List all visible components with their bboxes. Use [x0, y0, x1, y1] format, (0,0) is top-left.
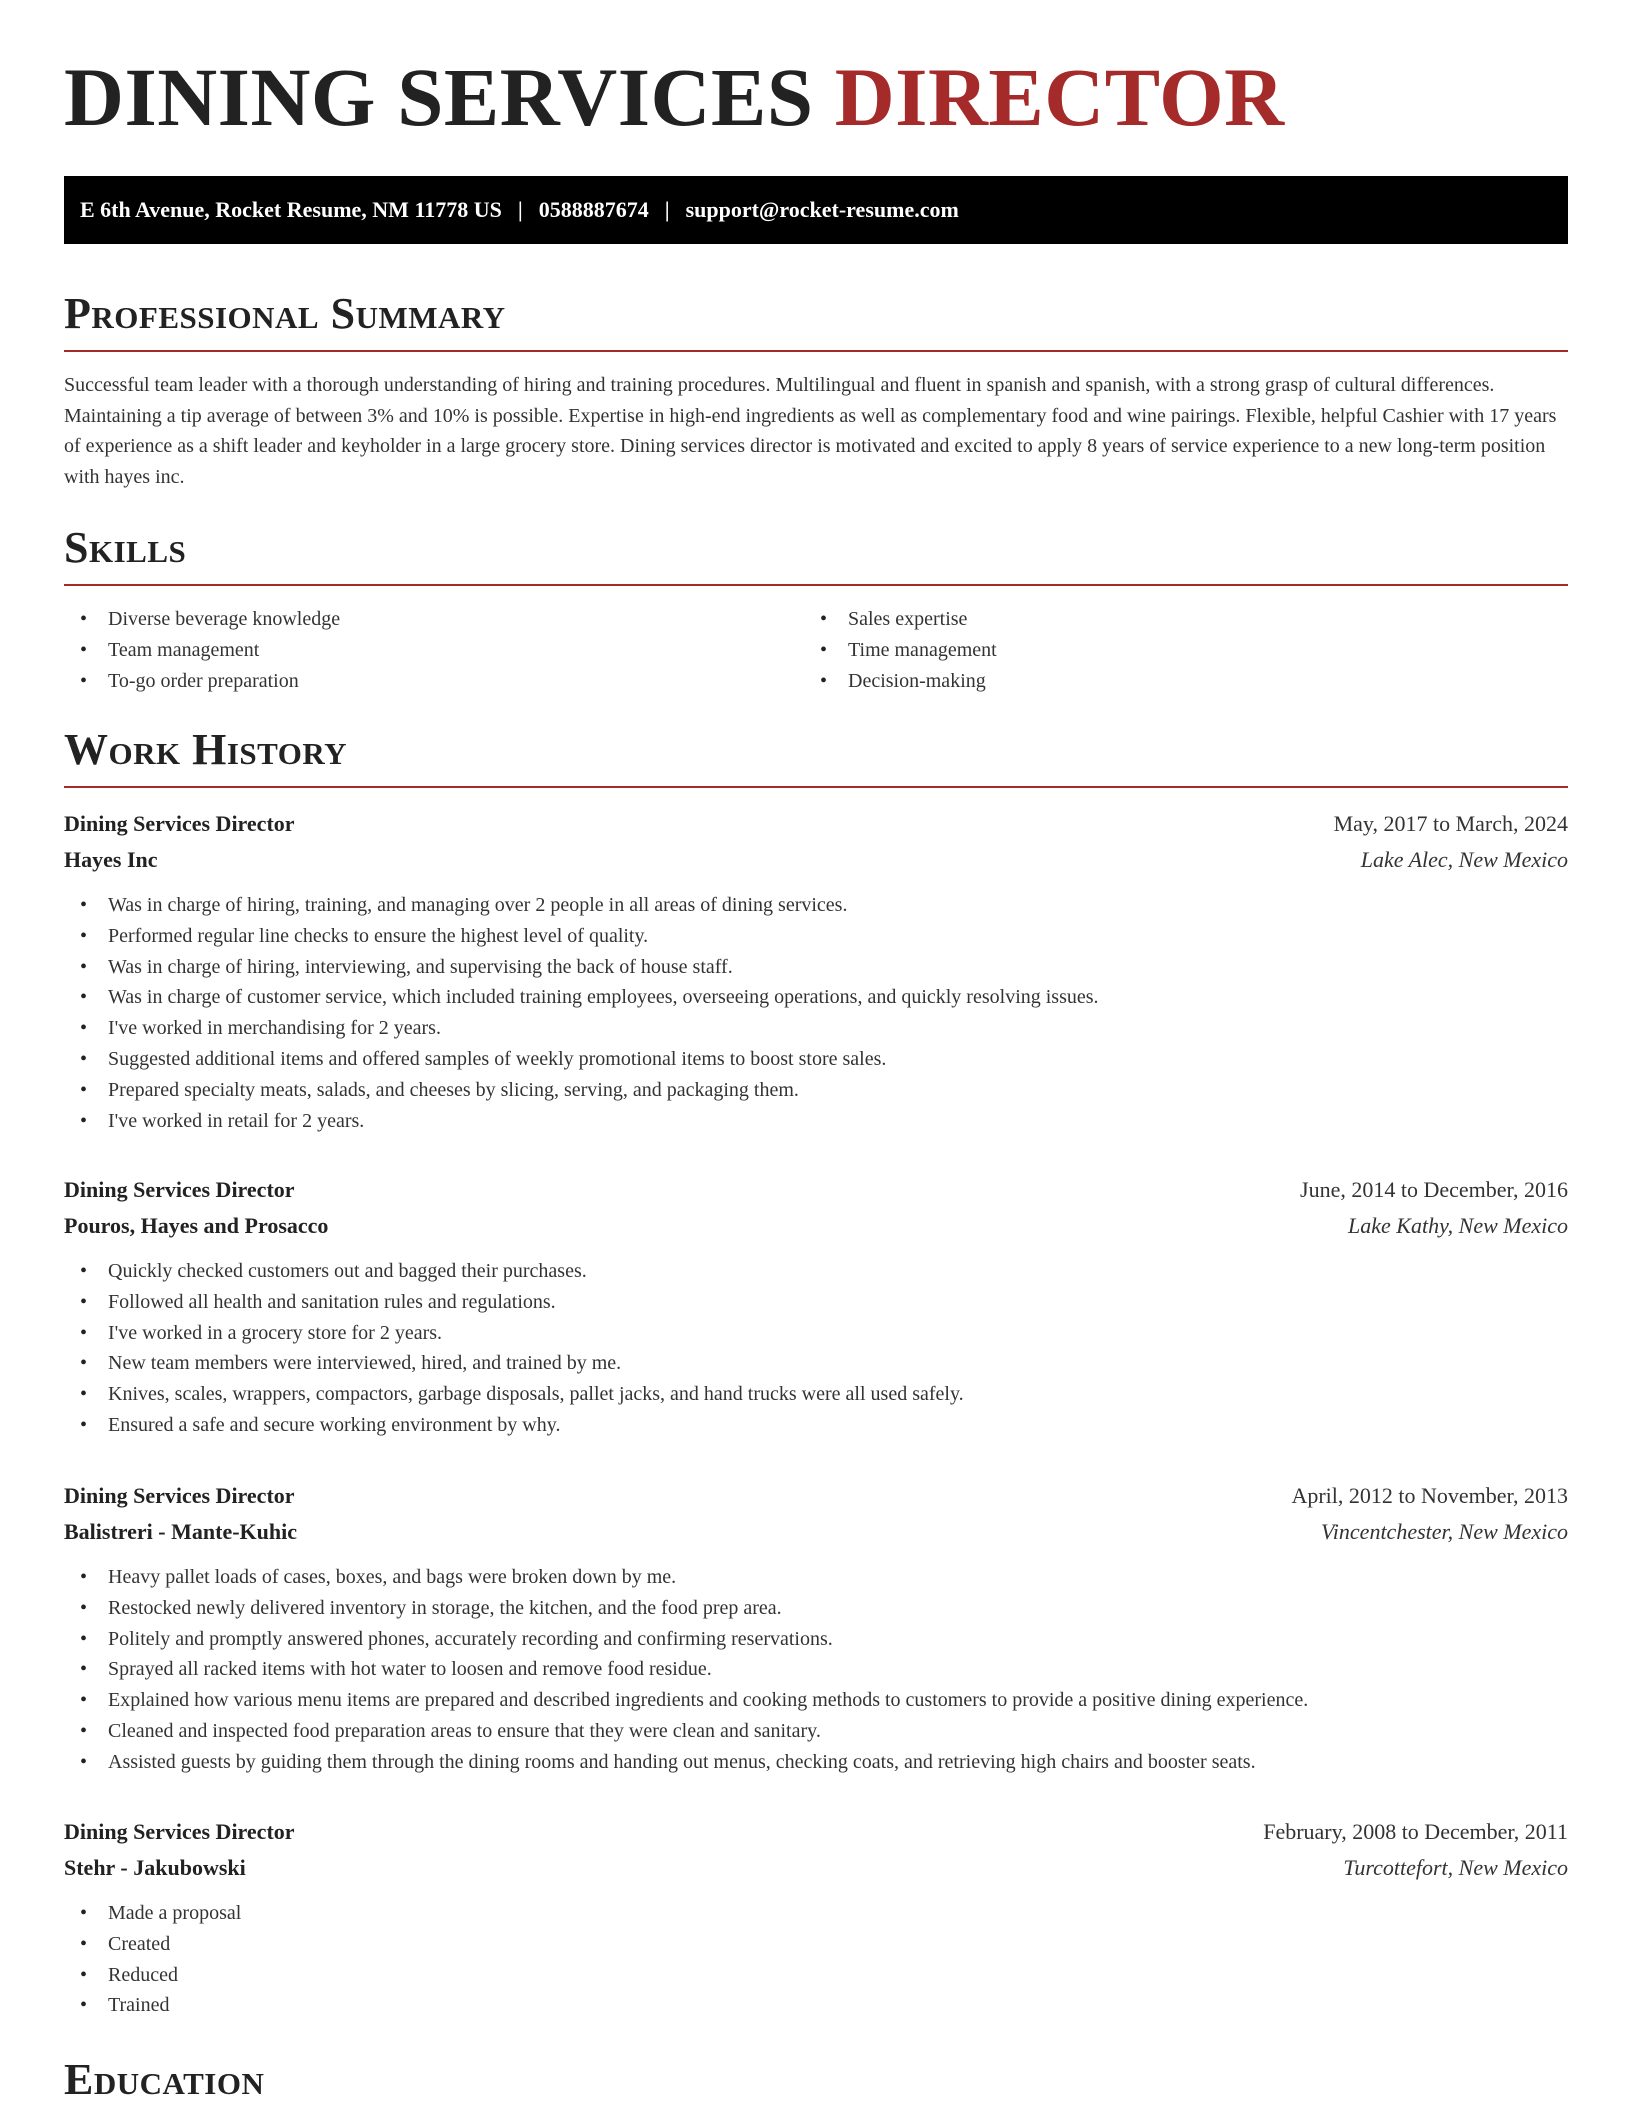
job-duty: • Performed regular line checks to ensure the highest level of quality. [64, 921, 1568, 952]
job-company: Balistreri - Mante-Kuhic [64, 1519, 297, 1544]
contact-phone: 0588887674 [538, 197, 649, 222]
section-divider [64, 584, 1568, 586]
skill-item: • Decision-making [804, 666, 1544, 697]
job-entry [64, 1172, 1568, 1441]
section-title-work-history: Work History [64, 725, 348, 774]
skill-item: • Diverse beverage knowledge [64, 604, 804, 635]
contact-separator: | [517, 197, 523, 222]
job-company: Stehr - Jakubowski [64, 1855, 246, 1880]
job-duty: • Politely and promptly answered phones, accurately recording and confirming reservations. [64, 1624, 1568, 1655]
job-company: Hayes Inc [64, 847, 158, 872]
section-title-education: Education [64, 2055, 265, 2104]
job-duty: • Quickly checked customers out and bagged their purchases. [64, 1256, 1568, 1287]
job-duty: • Followed all health and sanitation rules and regulations. [64, 1287, 1568, 1318]
job-duty: • Restocked newly delivered inventory in storage, the kitchen, and the food prep area. [64, 1593, 1568, 1624]
summary-text: Successful team leader with a thorough understanding of hiring and training procedures. Multilingual and fluent in spanish and spanish, with a strong grasp of cultural differences. Maintaining a tip average of between 3% and 10% is possible. Expertise in high-end ingredients as well as complementary food and wine pairings. Flexible, helpful Cashier with 17 years of experience as a shift leader and keyholder in a large grocery store. Dining services director is motivated and excited to apply 8 years of service experience to a new long-term position with hayes inc. [64, 374, 1557, 488]
job-dates: April, 2012 to November, 2013 [1291, 1483, 1568, 1508]
job-duty: • Was in charge of customer service, which included training employees, overseeing operations, and quickly resolving issues. [64, 982, 1568, 1013]
job-title: Dining Services Director [64, 1819, 295, 1844]
job-duty: • Knives, scales, wrappers, compactors, garbage disposals, pallet jacks, and hand trucks were all used safely. [64, 1379, 1568, 1410]
job-duty: • I've worked in a grocery store for 2 years. [64, 1318, 1568, 1349]
job-title: Dining Services Director [64, 811, 295, 836]
job-dates: June, 2014 to December, 2016 [1300, 1177, 1568, 1202]
skill-item: • Sales expertise [804, 604, 1544, 635]
job-duties-list [64, 1256, 1568, 1441]
job-duty: • Sprayed all racked items with hot water to loosen and remove food residue. [64, 1654, 1568, 1685]
skills-list [64, 604, 1568, 696]
name-first: DINING SERVICES [64, 51, 814, 143]
skill-item: • Time management [804, 635, 1544, 666]
job-entry [64, 806, 1568, 1136]
section-title-summary: Professional Summary [64, 289, 506, 338]
job-duties-list [64, 1562, 1568, 1778]
job-dates: February, 2008 to December, 2011 [1263, 1819, 1568, 1844]
job-duty: • Cleaned and inspected food preparation areas to ensure that they were clean and sanitary. [64, 1716, 1568, 1747]
name-last: DIRECTOR [834, 51, 1285, 143]
job-location: Vincentchester, New Mexico [1321, 1519, 1568, 1544]
section-title-skills: Skills [64, 523, 187, 572]
job-duty: • Was in charge of hiring, interviewing, and supervising the back of house staff. [64, 952, 1568, 983]
job-location: Turcottefort, New Mexico [1343, 1855, 1568, 1880]
job-title: Dining Services Director [64, 1483, 295, 1508]
contact-email: support@rocket-resume.com [685, 197, 959, 222]
contact-address: E 6th Avenue, Rocket Resume, NM 11778 US [80, 197, 502, 222]
contact-bar [64, 176, 1568, 244]
resume-name-heading [64, 51, 1285, 143]
section-divider [64, 350, 1568, 352]
job-duty: • Reduced [64, 1960, 1568, 1991]
job-dates: May, 2017 to March, 2024 [1333, 811, 1568, 836]
job-location: Lake Kathy, New Mexico [1348, 1213, 1568, 1238]
job-duty: • New team members were interviewed, hired, and trained by me. [64, 1348, 1568, 1379]
skills-column-right [804, 604, 1544, 696]
job-duty: • Ensured a safe and secure working environment by why. [64, 1410, 1568, 1441]
job-duties-list [64, 1898, 1568, 2021]
job-entry [64, 1814, 1568, 2021]
job-duty: • Suggested additional items and offered samples of weekly promotional items to boost store sales. [64, 1044, 1568, 1075]
job-location: Lake Alec, New Mexico [1360, 847, 1568, 872]
skill-item: • Team management [64, 635, 804, 666]
job-duty: • Created [64, 1929, 1568, 1960]
job-duty: • Trained [64, 1990, 1568, 2021]
job-duty: • Prepared specialty meats, salads, and cheeses by slicing, serving, and packaging them. [64, 1075, 1568, 1106]
contact-separator: | [664, 197, 670, 222]
job-company: Pouros, Hayes and Prosacco [64, 1213, 329, 1238]
job-duty: • Assisted guests by guiding them through the dining rooms and handing out menus, checking coats, and retrieving high chairs and booster seats. [64, 1747, 1568, 1778]
job-duty: • Explained how various menu items are prepared and described ingredients and cooking methods to customers to provide a positive dining experience. [64, 1685, 1568, 1716]
job-entry [64, 1478, 1568, 1778]
job-duty: • I've worked in merchandising for 2 years. [64, 1013, 1568, 1044]
skills-column-left [64, 604, 804, 696]
job-duties-list [64, 890, 1568, 1136]
section-divider [64, 786, 1568, 788]
job-duty: • Made a proposal [64, 1898, 1568, 1929]
job-title: Dining Services Director [64, 1177, 295, 1202]
job-duty: • Heavy pallet loads of cases, boxes, and bags were broken down by me. [64, 1562, 1568, 1593]
job-duty: • Was in charge of hiring, training, and managing over 2 people in all areas of dining services. [64, 890, 1568, 921]
skill-item: • To-go order preparation [64, 666, 804, 697]
job-duty: • I've worked in retail for 2 years. [64, 1106, 1568, 1137]
